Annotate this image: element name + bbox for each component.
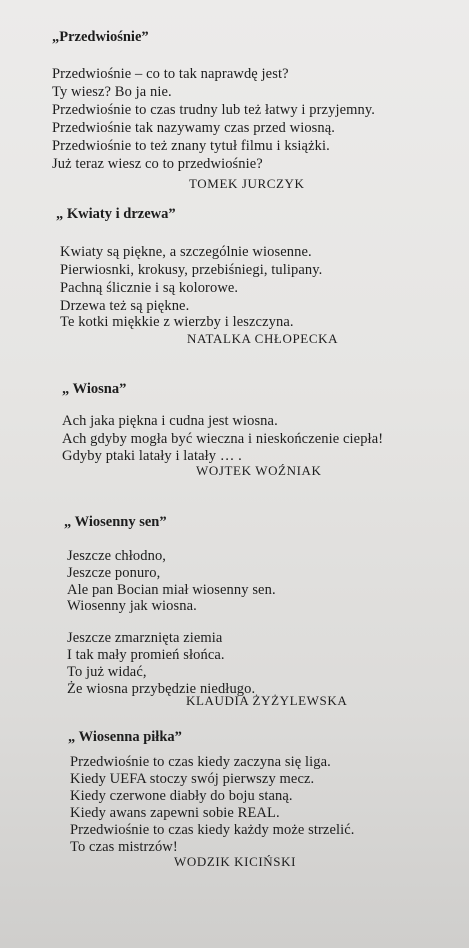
poem-title: „ Kwiaty i drzewa”: [56, 206, 176, 222]
poem-line: Pierwiosnki, krokusy, przebiśniegi, tulipany.: [60, 262, 323, 278]
poem-line: Przedwiośnie to czas kiedy zaczyna się liga.: [70, 754, 331, 770]
poem-title: „ Wiosenny sen”: [64, 514, 167, 530]
poem-line: Pachną ślicznie i są kolorowe.: [60, 280, 239, 296]
poem-line: Ale pan Bocian miał wiosenny sen.: [67, 582, 276, 598]
poem-author: WOJTEK WOŹNIAK: [196, 463, 322, 478]
poem-line: Gdyby ptaki latały i latały … .: [62, 448, 242, 464]
poem-line: I tak mały promień słońca.: [67, 647, 225, 663]
poem-line: Już teraz wiesz co to przedwiośnie?: [52, 156, 263, 172]
poem-line: Przedwiośnie – co to tak naprawdę jest?: [52, 66, 289, 82]
poem-line: To czas mistrzów!: [70, 839, 178, 855]
poem-line: To już widać,: [67, 664, 147, 680]
poem-line: Ty wiesz? Bo ja nie.: [52, 84, 172, 100]
poem-line: Drzewa też są piękne.: [60, 298, 190, 314]
poem-line: Kiedy awans zapewni sobie REAL.: [70, 805, 280, 821]
poem-line: Jeszcze ponuro,: [67, 565, 161, 581]
poem-author: NATALKA CHŁOPECKA: [187, 331, 339, 346]
poem-line: Przedwiośnie to też znany tytuł filmu i książki.: [52, 138, 330, 154]
poem-line: Przedwiośnie to czas trudny lub też łatwy i przyjemny.: [52, 102, 375, 118]
poem-author: KLAUDIA ŻYŻYLEWSKA: [186, 693, 348, 708]
poem-line: Kiedy UEFA stoczy swój pierwszy mecz.: [70, 771, 315, 787]
poem-title: „ Wiosna”: [62, 381, 127, 397]
poem-line: Jeszcze zmarznięta ziemia: [67, 630, 223, 646]
poem-line: Jeszcze chłodno,: [67, 548, 167, 564]
poem-line: Kiedy czerwone diabły do boju staną.: [70, 788, 293, 804]
poem-line: Kwiaty są piękne, a szczególnie wiosenne.: [60, 244, 312, 260]
poem-author: TOMEK JURCZYK: [189, 176, 305, 191]
poem-line: Przedwiośnie tak nazywamy czas przed wiosną.: [52, 120, 336, 136]
poem-line: Ach jaka piękna i cudna jest wiosna.: [62, 413, 278, 429]
poem-line: Ach gdyby mogła być wieczna i nieskończenie ciepła!: [62, 431, 384, 447]
poem-title: „Przedwiośnie”: [52, 29, 149, 45]
poem-author: WODZIK KICIŃSKI: [174, 854, 297, 869]
poem-line: Wiosenny jak wiosna.: [67, 598, 197, 614]
poem-line: Przedwiośnie to czas kiedy każdy może strzelić.: [70, 822, 355, 838]
poem-line: Te kotki miękkie z wierzby i leszczyna.: [60, 314, 294, 330]
poem-title: „ Wiosenna piłka”: [68, 729, 182, 745]
poem-line: Że wiosna przybędzie niedługo.: [67, 681, 256, 697]
